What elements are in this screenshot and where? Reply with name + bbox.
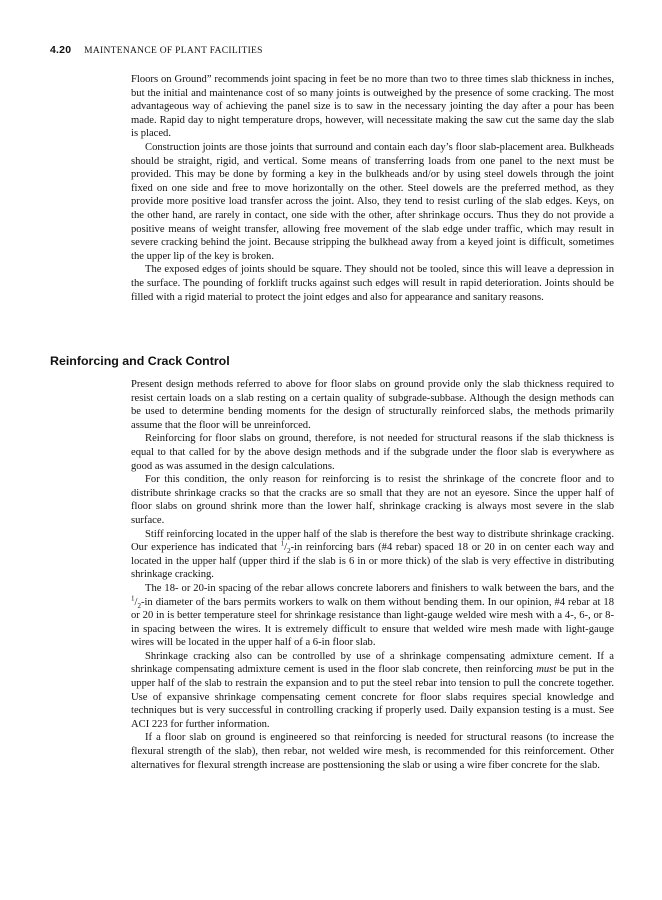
fraction-numerator: 1 xyxy=(280,539,285,548)
paragraph-structural-reinforcing: If a floor slab on ground is engineered so that reinforcing is needed for structural reasons (to increase the flexural strength of the slab), then rebar, not welded wire mesh, is recommended for this reinforcement. Other alternatives for flexural strength increase are posttensioning the slab or using a wire fiber concrete for the slab. xyxy=(131,732,614,771)
fraction-numerator: 1 xyxy=(131,593,135,602)
text-run: -in diameter of the bars permits workers to walk on them without bending them. In our opinion, #4 rebar at 18 or 20 in is better temperature steel for shrinkage resistance than light-gauge welded wire mesh with a 4-, 6-, or 8-in spacing between the wires. It is extremely difficult to ensure that welded wire mesh made with light-gauge wires will be located in the upper half of a 6-in floor slab. xyxy=(131,596,614,649)
paragraph-reinforcing-not-needed: Reinforcing for floor slabs on ground, therefore, is not needed for structural reasons if the slab thickness is equal to that called for by the above design methods and if the subgrade under the floor slab is everywhere as good as was assumed in the design calculations. xyxy=(131,433,614,472)
paragraph-construction-joints: Construction joints are those joints that surround and contain each day’s floor slab-placement area. Bulkheads should be straight, rigid, and vertical. Some means of transferring loads from one panel to the next must be provided. This may be done by forming a key in the bulkheads and/or by using steel dowels through the joint fixed on one side and free to move horizontally on the other. Steel dowels are the preferred method, as they provide more positive load transfer across the joint. Also, they tend to resist curling of the slab edges. Keys, on the other hand, are rarely in contact, one side with the other, after shrinkage occurs. Thus they do not provide a positive means of weight transfer, allowing free movement of the slab edge under traffic, which may result in severe cracking behind the joint. Because stripping the bulkhead away from a keyed joint is difficult, sometimes the upper lip of the key is broken. xyxy=(131,141,614,262)
paragraph-joint-spacing: Floors on Ground” recommends joint spacing in feet be no more than two to three times slab thickness in inches, but the initial and maintenance cost of so many joints is outweighed by the presence of some cracking. The most advantageous way of achieving the panel size is to saw in the necessary jointing the day after a pour has been made. Rapid day to night temperature drops, however, will necessitate making the saw cut the same day the slab is placed. xyxy=(131,74,614,140)
paragraph-shrinkage-compensating xyxy=(131,650,614,732)
text-run: The 18- or 20-in spacing of the rebar allows concrete laborers and finishers to walk between the bars, and the xyxy=(145,582,614,594)
page-number: 4.20 xyxy=(50,44,72,56)
fraction-denominator: 2 xyxy=(137,601,141,610)
text-run: be put in the upper half of the slab to restrain the expansion and to put the steel rebar into tension to pull the concrete together. Use of expansive shrinkage compensating cement concrete for floor slabs requires special knowledge and techniques but is very successful in controlling cracking if properly used. Daily expansion testing is a must. See ACI 223 for further information. xyxy=(131,664,615,730)
fraction-denominator: 2 xyxy=(287,547,291,556)
text-run: Stiff reinforcing located in the upper half of the slab is therefore the best way to distribute shrinkage cracking. Our experience has indicated that xyxy=(131,528,614,554)
running-title: MAINTENANCE OF PLANT FACILITIES xyxy=(84,46,263,56)
text-run: -in reinforcing bars (#4 rebar) spaced 18 or 20 in on center each way and located in the upper half (upper third if the slab is 6 in or more thick) of the slab is very effective in distributing shrinkage cracking. xyxy=(131,542,614,581)
emphasis-must: must xyxy=(536,664,557,676)
section-reinforcing xyxy=(131,378,614,772)
paragraph-stiff-reinforcing: Stiff reinforcing located in the upper half of the slab is therefore the best way to distribute shrinkage cracking. Our experience has indicated that $^1/_2-in$ reinforcing bars (#4 rebar) spaced 18 or 20 in on center each way and located in the upper half (upper third if the slab is 6 in or more thick) of the slab is very effective in distributing shrinkage cracking. xyxy=(131,528,614,581)
paragraph-design-methods: Present design methods referred to above for floor slabs on ground provide only the slab thickness required to resist certain loads on a slab resting on a certain quality of subgrade-subbase. Although the design methods can be used to determine bending moments for the design of structurally reinforced slabs, the methods primarily assume that the floor will be unreinforced. xyxy=(131,379,614,431)
section-joints-continued xyxy=(131,73,614,304)
text-run: Shrinkage cracking also can be controlled by use of a shrinkage compensating admixture cement. If a shrinkage compensating admixture cement is used in the floor slab concrete, then reinforcing xyxy=(131,650,614,676)
running-header xyxy=(50,44,610,56)
paragraph-joint-edges: The exposed edges of joints should be square. They should not be tooled, since this will leave a depression in the surface. The pounding of forklift trucks against such edges will result in rapid deterioration. Joints should be filled with a rigid material to protect the joint edges and also for appearance and sanitary reasons. xyxy=(131,264,614,303)
paragraph-rebar-spacing: The 18- or 20-in spacing of the rebar allows concrete laborers and finishers to walk between the bars, and the $^1/_2-in$ diameter of the bars permits workers to walk on them without bending them. In our opinion, #4 rebar at 18 or 20 in is better temperature steel for shrinkage resistance than light-gauge welded wire mesh with a 4-, 6-, or 8-in spacing between the wires. It is extremely difficult to ensure that welded wire mesh made with light-gauge wires will be located in the upper half of a 6-in floor slab. xyxy=(131,582,614,649)
paragraph-shrinkage-reason: For this condition, the only reason for reinforcing is to resist the shrinkage of the concrete floor and to distribute shrinkage cracks so that the cracks are so small that they are not an eyesore. Since the upper half of floor slabs on ground shrink more than the lower half, shrinkage cracking is always most severe in the slab surface. xyxy=(131,474,614,526)
section-heading-reinforcing: Reinforcing and Crack Control xyxy=(50,354,230,368)
